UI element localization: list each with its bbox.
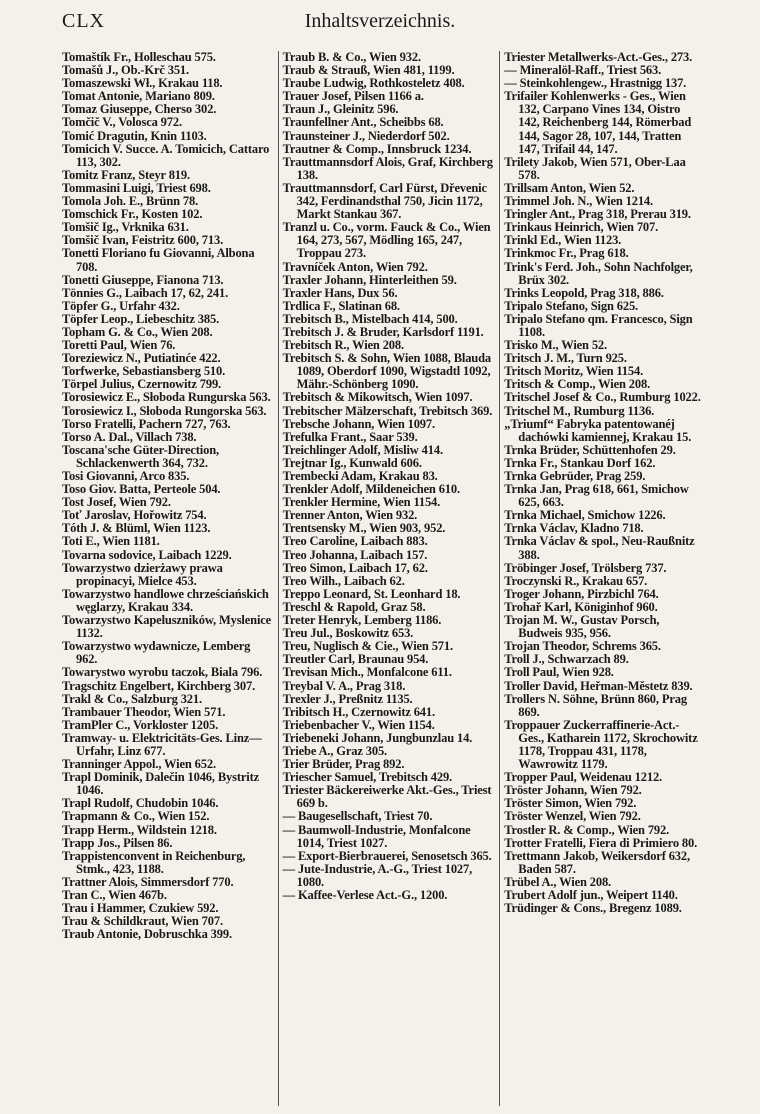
index-entry: Treu, Nuglisch & Cie., Wien 571. <box>282 639 453 654</box>
index-entry: Tritsch J. M., Turn 925. <box>504 351 627 366</box>
index-entry: Trinkaus Heinrich, Wien 707. <box>504 220 659 235</box>
index-entry: Traube Ludwig, Rothkosteletz 408. <box>282 76 465 91</box>
index-entry: Traxler Hans, Dux 56. <box>282 285 398 300</box>
index-entry: Trebsche Johann, Wien 1097. <box>282 416 435 431</box>
index-entry: Trillsam Anton, Wien 52. <box>504 180 635 195</box>
index-entry: Trojan Theodor, Schrems 365. <box>504 639 661 654</box>
index-entry: Torfwerke, Sebastiansberg 510. <box>62 364 226 379</box>
index-entry: Treschl & Rapold, Graz 58. <box>282 599 426 614</box>
index-entry: Tomšič Ig., Vrknika 631. <box>62 220 189 235</box>
index-entry: Trevisan Mich., Monfalcone 611. <box>282 665 452 680</box>
index-entry: Trimmel Joh. N., Wien 1214. <box>504 194 654 209</box>
index-entry: Trapp Herm., Wildstein 1218. <box>62 822 217 837</box>
index-entry: Trexler J., Preßnitz 1135. <box>282 691 413 706</box>
index-entry: Treichlinger Adolf, Misliw 414. <box>282 442 443 457</box>
index-entry: Treter Henryk, Lemberg 1186. <box>282 613 442 628</box>
index-entry: Treppo Leonard, St. Leonhard 18. <box>282 586 461 601</box>
index-entry: Treo Caroline, Laibach 883. <box>282 534 428 549</box>
index-entry: Tran C., Wien 467b. <box>62 888 167 902</box>
index-entry: Traub Antonie, Dobruschka 399. <box>62 927 232 942</box>
index-entry: Triescher Samuel, Trebitsch 429. <box>282 770 453 785</box>
index-entry: Trappistenconvent in Reichenburg, Stmk., 423, 1188. <box>62 848 246 876</box>
index-entry: — Baumwoll-Industrie, Monfalcone 1014, Triest 1027. <box>282 822 471 850</box>
index-entry: Trnka Fr., Stankau Dorf 162. <box>504 455 656 470</box>
index-entry: Trostler R. & Comp., Wien 792. <box>504 822 670 837</box>
index-entry: — Kaffee-Verlese Act.-G., 1200. <box>282 888 448 902</box>
index-entry: Towarzystwo dzierżawy prawa propinacyi, Mielce 453. <box>62 560 223 588</box>
index-entry: Törpel Julius, Czernowitz 799. <box>62 377 222 392</box>
index-entry: Tröster Simon, Wien 792. <box>504 796 637 811</box>
index-column-3 <box>499 51 703 1106</box>
index-entry: Tomat Antonie, Mariano 809. <box>62 89 215 104</box>
index-entry: Triebeneki Johann, Jungbunzlau 14. <box>282 730 473 745</box>
index-entry: Trenkler Hermine, Wien 1154. <box>282 495 441 510</box>
page-number: CLX <box>62 10 105 32</box>
index-entry: Töpfer Leop., Liebeschitz 385. <box>62 311 220 326</box>
index-entry: Tranninger Appol., Wien 652. <box>62 757 216 772</box>
index-entry: Tönnies G., Laibach 17, 62, 241. <box>62 285 229 300</box>
index-entry: Towarzystwo wydawnicze, Lemberg 962. <box>62 639 251 667</box>
index-entry: Tripalo Stefano, Sign 625. <box>504 298 639 313</box>
index-entry: Tragschitz Engelbert, Kirchberg 307. <box>62 678 256 693</box>
index-entry: Tost Josef, Wien 792. <box>62 495 171 510</box>
index-entry: Trollers N. Söhne, Brünn 860, Prag 869. <box>504 691 687 719</box>
index-entry: Trubert Adolf jun., Weipert 1140. <box>504 888 678 902</box>
index-entry: Trau i Hammer, Czukiew 592. <box>62 901 219 916</box>
index-entry: Torso Fratelli, Pachern 727, 763. <box>62 416 231 431</box>
index-entry: Tommasini Luigi, Triest 698. <box>62 180 211 195</box>
index-entry: Tomić Dragutin, Knin 1103. <box>62 128 207 143</box>
index-column-2 <box>278 51 500 1106</box>
index-entry: Trejtnar Ig., Kunwald 606. <box>282 455 422 470</box>
index-entry: Treo Simon, Laibach 17, 62. <box>282 560 428 575</box>
index-entry: Towarystwo wyrobu taczok, Biala 796. <box>62 665 263 680</box>
index-entry: Tomschick Fr., Kosten 102. <box>62 207 203 222</box>
index-entry: Tritsch Moritz, Wien 1154. <box>504 364 644 379</box>
index-entry: Tramway- u. Elektricitäts-Ges. Linz—Urfahr, Linz 677. <box>62 730 262 758</box>
index-entry: Trakl & Co., Salzburg 321. <box>62 691 202 706</box>
index-entry: Trüdinger & Cons., Bregenz 1089. <box>504 901 682 916</box>
index-entry: Tovarna sodovice, Laibach 1229. <box>62 547 232 562</box>
index-entry: Trebitscher Mälzerschaft, Trebitsch 369. <box>282 403 493 418</box>
index-entry: Trauttmannsdorf Alois, Graf, Kirchberg 138. <box>282 154 493 182</box>
index-entry: — Jute-Industrie, A.-G., Triest 1027, 1080. <box>282 861 473 889</box>
index-entry: Trinkmoc Fr., Prag 618. <box>504 246 629 261</box>
index-entry: Trnka Michael, Smichow 1226. <box>504 508 666 523</box>
index-entry: „Triumf“ Fabryka patentowanéj dachówki kamiennej, Krakau 15. <box>504 416 692 444</box>
index-entry: Troll J., Schwarzach 89. <box>504 652 629 667</box>
index-entry: Trifailer Kohlenwerks - Ges., Wien 132, Carpano Vines 134, Oistro 142, Reichenberg 144, Römerbad 144, Sagor 28, 107, 144, Tratten 147, Trifail 44, 147. <box>504 89 692 156</box>
index-entry: Trojan M. W., Gustav Porsch, Budweis 935, 956. <box>504 613 660 641</box>
index-entry: — Steinkohlengew., Hrastnigg 137. <box>504 76 687 91</box>
index-entry: Tosi Giovanni, Arco 835. <box>62 469 190 483</box>
index-entry: Tomaszewski Wł., Krakau 118. <box>62 76 223 91</box>
index-entry: Tomaz Giuseppe, Cherso 302. <box>62 102 217 117</box>
index-entry: Trentsensky M., Wien 903, 952. <box>282 521 446 536</box>
index-entry: Treu Jul., Boskowitz 653. <box>282 626 414 641</box>
index-entry: — Baugesellschaft, Triest 70. <box>282 809 433 824</box>
index-entry: Toscana'sche Güter-Direction, Schlackenwerth 364, 732. <box>62 442 219 470</box>
index-entry: Tomašů J., Ob.-Krč 351. <box>62 63 190 78</box>
index-entry: Trapl Rudolf, Chudobin 1046. <box>62 796 219 811</box>
index-entry: Trembecki Adam, Krakau 83. <box>282 469 438 483</box>
index-entry: Toreziewicz N., Putiatinće 422. <box>62 351 221 366</box>
index-entry: Torso A. Dal., Villach 738. <box>62 429 197 444</box>
index-entry: Treo Johanna, Laibach 157. <box>282 547 428 562</box>
index-entry: — Mineralöl-Raff., Triest 563. <box>504 63 662 78</box>
index-entry: Traub & Strauß, Wien 481, 1199. <box>282 63 455 78</box>
index-entry: Trinkl Ed., Wien 1123. <box>504 233 622 248</box>
index-entry: Towarzystwo Kapeluszników, Myslenice 1132. <box>62 613 272 641</box>
index-entry: Torosiewicz I., Słoboda Rungorska 563. <box>62 403 267 418</box>
index-entry: Travníček Anton, Wien 792. <box>282 259 428 274</box>
index-entry: Tropper Paul, Weidenau 1212. <box>504 770 663 785</box>
index-entry: Trink's Ferd. Joh., Sohn Nachfolger, Brüx 302. <box>504 259 693 287</box>
index-entry: Troczynski R., Krakau 657. <box>504 573 648 588</box>
index-entry: Tóth J. & Blüml, Wien 1123. <box>62 521 211 536</box>
index-entry: Trenkler Adolf, Mildeneichen 610. <box>282 482 460 497</box>
index-entry: TramPler C., Vorkloster 1205. <box>62 717 219 732</box>
index-entry: Trohař Karl, Königinhof 960. <box>504 599 658 614</box>
index-entry: Trambauer Theodor, Wien 571. <box>62 704 226 719</box>
index-entry: Tribitsch H., Czernowitz 641. <box>282 704 435 719</box>
index-entry: Tritschel M., Rumburg 1136. <box>504 403 655 418</box>
page-title: Inhaltsverzeichnis. <box>304 10 456 32</box>
index-entry: Trisko M., Wien 52. <box>504 338 607 353</box>
index-entry: Tritsch & Comp., Wien 208. <box>504 377 651 392</box>
index-entry: Troger Johann, Pirzbichl 764. <box>504 586 659 601</box>
index-entry: Topham G. & Co., Wien 208. <box>62 324 213 339</box>
index-entry: Towarzystwo handlowe chrześciańskich węglarzy, Krakau 334. <box>62 586 269 614</box>
index-entry: Trebitsch R., Wien 208. <box>282 338 404 353</box>
index-entry: Troppauer Zuckerraffinerie-Act.-Ges., Katharein 1172, Skrochowitz 1178, Troppau 431, 1178, Wawrowitz 1179. <box>504 717 698 772</box>
index-entry: Traunfellner Ant., Scheibbs 68. <box>282 115 444 130</box>
index-entry: Trefulka Frant., Saar 539. <box>282 429 418 444</box>
index-entry: Trapmann & Co., Wien 152. <box>62 809 210 824</box>
index-entry: Tröster Wenzel, Wien 792. <box>504 809 641 824</box>
index-entry: Töpfer G., Urfahr 432. <box>62 298 180 313</box>
index-entry: Trebitsch & Mikowitsch, Wien 1097. <box>282 390 473 405</box>
index-entry: Trier Brüder, Prag 892. <box>282 757 405 772</box>
index-entry: Tomaštík Fr., Holleschau 575. <box>62 51 216 64</box>
index-entry: Troller David, Heřman-Městetz 839. <box>504 678 693 693</box>
index-entry: Trenner Anton, Wien 932. <box>282 508 418 523</box>
index-entry: Trettmann Jakob, Weikersdorf 632, Baden 587. <box>504 848 690 876</box>
index-entry: Troll Paul, Wien 928. <box>504 665 614 680</box>
page-header <box>62 10 698 40</box>
index-entry: Tranzl u. Co., vorm. Fauck & Co., Wien 164, 273, 567, Mödling 165, 247, Troppau 273. <box>282 220 491 261</box>
index-entry: Trnka Brüder, Schüttenhofen 29. <box>504 442 676 457</box>
index-entry: Toretti Paul, Wien 76. <box>62 338 176 353</box>
index-entry: Traun J., Gleinitz 596. <box>282 102 399 117</box>
index-entry: Tripalo Stefano qm. Francesco, Sign 1108. <box>504 311 693 339</box>
index-entry: Trnka Gebrüder, Prag 259. <box>504 469 646 483</box>
index-entry: Tritschel Josef & Co., Rumburg 1022. <box>504 390 701 405</box>
index-entry: Treybal V. A., Prag 318. <box>282 678 406 693</box>
index-entry: Trau & Schildkraut, Wien 707. <box>62 914 223 929</box>
index-entry: Trdlica F., Slatinan 68. <box>282 298 400 313</box>
index-entry: Triebenbacher V., Wien 1154. <box>282 717 435 732</box>
index-entry: Trilety Jakob, Wien 571, Ober-Laa 578. <box>504 154 686 182</box>
index-entry: Trübel A., Wien 208. <box>504 874 612 889</box>
index-entry: Traunsteiner J., Niederdorf 502. <box>282 128 450 143</box>
index-entry: Trnka Jan, Prag 618, 661, Smichow 625, 663. <box>504 482 689 510</box>
index-entry: Trauer Josef, Pilsen 1166 a. <box>282 89 424 104</box>
index-entry: Tomicich V. Succe. A. Tomicich, Cattaro 113, 302. <box>62 141 270 169</box>
index-entry: Toť Jaroslav, Hořowitz 754. <box>62 508 207 523</box>
index-entry: Tomčič V., Volosca 972. <box>62 115 182 130</box>
index-entry: Tröbinger Josef, Trölsberg 737. <box>504 560 667 575</box>
index-entry: Traub B. & Co., Wien 932. <box>282 51 421 64</box>
index-entry: Toso Giov. Batta, Perteole 504. <box>62 482 221 497</box>
index-entry: Tonetti Giuseppe, Fianona 713. <box>62 272 224 287</box>
index-entry: Torosiewicz E., Słoboda Rungurska 563. <box>62 390 271 405</box>
index-entry: Tonetti Floriano fu Giovanni, Albona 708. <box>62 246 255 274</box>
index-entry: Trebitsch S. & Sohn, Wien 1088, Blauda 1089, Oberdorf 1090, Wigstadtl 1092, Mähr.-Schönberg 1090. <box>282 351 492 392</box>
index-column-1 <box>62 51 278 1106</box>
index-entry: Tomola Joh. E., Brünn 78. <box>62 194 199 209</box>
index-entry: Triester Metallwerks-Act.-Ges., 273. <box>504 51 693 64</box>
index-entry: Triebe A., Graz 305. <box>282 743 388 758</box>
index-entry: — Export-Bierbrauerei, Senosetsch 365. <box>282 848 492 863</box>
index-entry: Trapl Dominik, Dalečin 1046, Bystritz 1046. <box>62 770 259 798</box>
index-entry: Trnka Václav, Kladno 718. <box>504 521 644 536</box>
index-entry: Treo Wilh., Laibach 62. <box>282 573 405 588</box>
index-entry: Tomitz Franz, Steyr 819. <box>62 167 190 182</box>
index-entry: Tröster Johann, Wien 792. <box>504 783 642 798</box>
index-entry: Trotter Fratelli, Fiera di Primiero 80. <box>504 835 698 850</box>
index-entry: Trautner & Comp., Innsbruck 1234. <box>282 141 472 156</box>
index-entry: Trinks Leopold, Prag 318, 886. <box>504 285 664 300</box>
index-entry: Trauttmannsdorf, Carl Fürst, Dřevenic 342, Ferdinandsthal 750, Jicin 1172, Markt Stankau 367. <box>282 180 487 222</box>
index-columns <box>62 51 703 1106</box>
index-entry: Toti E., Wien 1181. <box>62 534 160 549</box>
index-entry: Tomšič Ivan, Feistritz 600, 713. <box>62 233 224 248</box>
index-entry: Trapp Jos., Pilsen 86. <box>62 835 173 850</box>
index-entry: Traxler Johann, Hinterleithen 59. <box>282 272 457 287</box>
index-entry: Trattner Alois, Simmersdorf 770. <box>62 874 234 889</box>
index-entry: Trebitsch J. & Bruder, Karlsdorf 1191. <box>282 324 484 339</box>
index-entry: Tringler Ant., Prag 318, Prerau 319. <box>504 207 691 222</box>
index-entry: Trebitsch B., Mistelbach 414, 500. <box>282 311 458 326</box>
index-entry: Triester Bäckereiwerke Akt.-Ges., Triest 669 b. <box>282 783 492 811</box>
index-entry: Treutler Carl, Braunau 954. <box>282 652 429 667</box>
index-entry: Trnka Václav & spol., Neu-Raußnitz 388. <box>504 534 695 562</box>
